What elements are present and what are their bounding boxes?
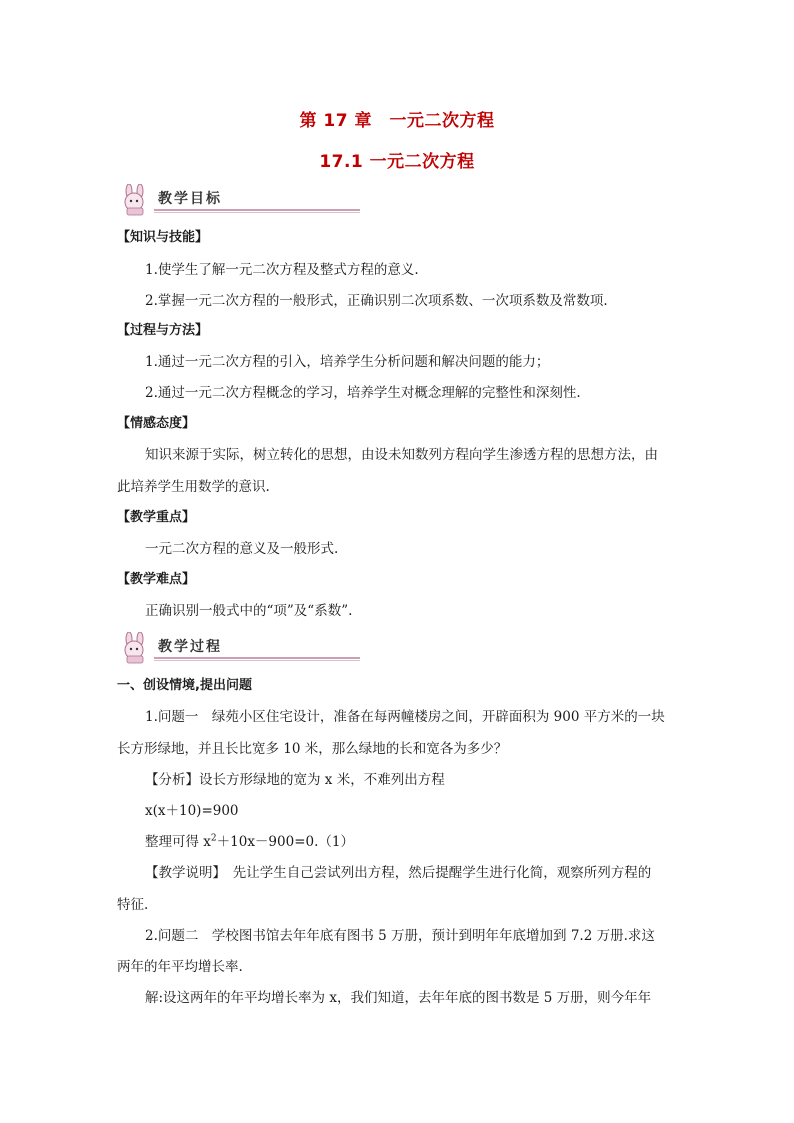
focus-heading: 【教学重点】 (117, 510, 196, 525)
attitude-line-2: 此培养学生用数学的意识. (117, 479, 270, 495)
question1-line-1: 1.问题一 绿苑小区住宅设计，准备在每两幢楼房之间，开辟面积为 900 平方米的一块 (145, 709, 665, 725)
process-method-item-1: 1.通过一元二次方程的引入，培养学生分析问题和解决问题的能力； (145, 354, 550, 370)
equation-2-exponent: 2 (210, 833, 217, 844)
banner-label: 教学目标 (158, 191, 222, 207)
bunny-mascot-icon (118, 184, 154, 216)
equation-1: x(x＋10)=900 (145, 803, 239, 819)
banner-rule (154, 209, 360, 211)
teaching-note-line-2: 特征. (117, 897, 149, 913)
focus-text: 一元二次方程的意义及一般形式. (145, 541, 339, 557)
equation-2-prefix: 整理可得 x (145, 834, 211, 850)
process-method-heading: 【过程与方法】 (117, 323, 209, 338)
question1-line-2: 长方形绿地，并且长比宽多 10 米，那么绿地的长和宽各为多少？ (117, 741, 508, 757)
teaching-note-line-1: 【教学说明】 先让学生自己尝试列出方程，然后提醒学生进行化简，观察所列方程的 (145, 865, 652, 881)
attitude-heading: 【情感态度】 (117, 416, 196, 431)
knowledge-item-2: 2.掌握一元二次方程的一般形式，正确识别二次项系数、一次项系数及常数项. (145, 293, 608, 309)
banner-teaching-process (118, 632, 243, 664)
knowledge-heading: 【知识与技能】 (117, 230, 209, 245)
banner-rule-thin (154, 660, 360, 661)
banner-label: 教学过程 (158, 639, 222, 655)
solution-line-1: 解:设这两年的年平均增长率为 x，我们知道，去年年底的图书数是 5 万册，则今年年 (145, 990, 652, 1006)
question2-line-2: 两年的年平均增长率. (117, 959, 243, 975)
equation-2 (145, 833, 354, 851)
section1-heading: 一、创设情境,提出问题 (117, 678, 252, 693)
banner-rule (154, 657, 360, 659)
knowledge-item-1: 1.使学生了解一元二次方程及整式方程的意义. (145, 262, 419, 278)
difficulty-heading: 【教学难点】 (117, 572, 196, 587)
analysis-text: 【分析】设长方形绿地的宽为 x 米，不难列出方程 (145, 772, 445, 788)
question2-line-1: 2.问题二 学校图书馆去年年底有图书 5 万册，预计到明年年底增加到 7.2 万册.求这 (145, 928, 655, 944)
banner-rule-thin (154, 212, 360, 213)
bunny-mascot-icon (118, 632, 154, 664)
equation-2-suffix: ＋10x－900=0.（1） (216, 834, 354, 850)
banner-teaching-goals (118, 184, 243, 216)
process-method-item-2: 2.通过一元二次方程概念的学习，培养学生对概念理解的完整性和深刻性. (145, 385, 581, 401)
chapter-title: 第 17 章 一元二次方程 (299, 111, 495, 131)
attitude-line-1: 知识来源于实际，树立转化的思想，由设未知数列方程向学生渗透方程的思想方法，由 (145, 447, 658, 463)
section-title: 17.1 一元二次方程 (319, 152, 475, 172)
difficulty-text: 正确识别一般式中的“项”及“系数”. (145, 603, 353, 619)
